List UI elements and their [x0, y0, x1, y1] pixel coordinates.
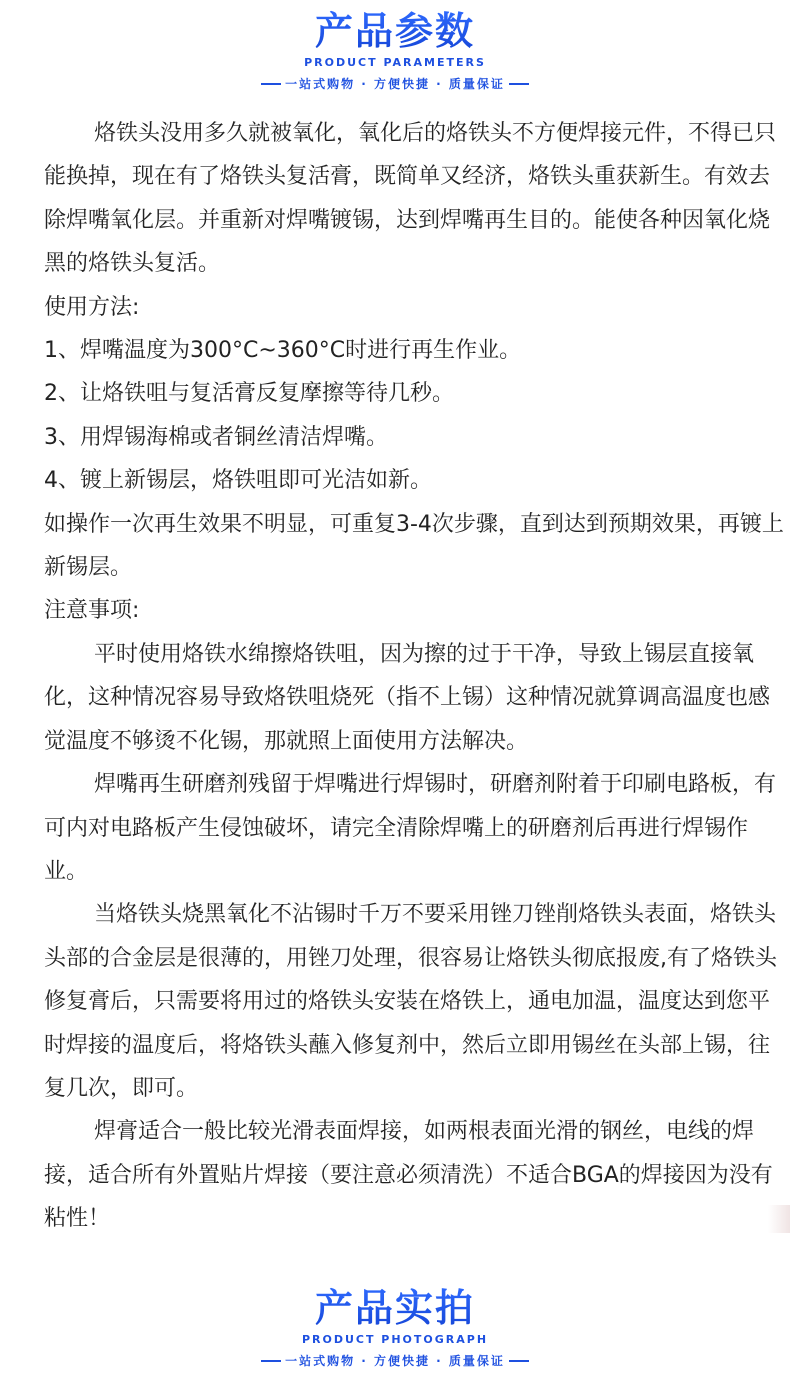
product-description [44, 112, 784, 1241]
usage-note: 如操作一次再生效果不明显，可重复3-4次步骤，直到达到预期效果，再镀上新锡层。 [44, 511, 784, 581]
section-tagline: 一站式购物 · 方便快捷 · 质量保证 [285, 1354, 505, 1368]
section-subtitle: PRODUCT PHOTOGRAPH [301, 1333, 489, 1346]
note-paragraph: 当烙铁头烧黑氧化不沾锡时千万不要采用锉刀锉削烙铁头表面，烙铁头头部的合金层是很薄的，用锉刀处理，很容易让烙铁头彻底报废,有了烙铁头修复膏后，只需要将用过的烙铁头安装在烙铁上，通电加温，温度达到您平时焊接的温度后，将烙铁头蘸入修复剂中，然后立即用锡丝在头部上锡，往复几次，即可。 [44, 902, 777, 1101]
section-header-photograph [0, 1285, 790, 1369]
section-title: 产品实拍 [0, 1285, 790, 1331]
edge-shade-decoration [768, 1205, 790, 1233]
usage-step: 4、镀上新锡层，烙铁咀即可光洁如新。 [44, 468, 432, 494]
notes-heading: 注意事项: [44, 598, 140, 624]
note-paragraph: 焊嘴再生研磨剂残留于焊嘴进行焊锡时，研磨剂附着于印刷电路板，有可内对电路板产生侵蚀破坏，请完全清除焊嘴上的研磨剂后再进行焊锡作业。 [44, 772, 777, 884]
tagline-divider-right [509, 83, 529, 85]
intro-paragraph: 烙铁头没用多久就被氧化，氧化后的烙铁头不方便焊接元件，不得已只能换掉，现在有了烙铁头复活膏，既简单又经济，烙铁头重获新生。有效去除焊嘴氧化层。并重新对焊嘴镀锡，达到焊嘴再生目的。能使各种因氧化烧黑的烙铁头复活。 [44, 121, 777, 277]
section-tagline-row [0, 1352, 790, 1369]
section-title: 产品参数 [0, 8, 790, 54]
note-paragraph: 平时使用烙铁水绵擦烙铁咀，因为擦的过于干净，导致上锡层直接氧化，这种情况容易导致烙铁咀烧死（指不上锡）这种情况就算调高温度也感觉温度不够烫不化锡，那就照上面使用方法解决。 [44, 641, 771, 754]
note-paragraph: 焊膏适合一般比较光滑表面焊接，如两根表面光滑的钢丝，电线的焊接，适合所有外置贴片焊接（要注意必须清洗）不适合BGA的焊接因为没有粘性！ [44, 1119, 773, 1232]
section-subtitle: PRODUCT PARAMETERS [304, 56, 486, 69]
section-tagline: 一站式购物 · 方便快捷 · 质量保证 [285, 77, 505, 91]
section-header-parameters [0, 8, 790, 92]
usage-heading: 使用方法: [44, 294, 140, 320]
section-tagline-row [0, 75, 790, 92]
usage-step: 1、焊嘴温度为300°C~360°C时进行再生作业。 [44, 338, 522, 364]
usage-step: 2、让烙铁咀与复活膏反复摩擦等待几秒。 [44, 381, 454, 407]
usage-step: 3、用焊锡海棉或者铜丝清洁焊嘴。 [44, 424, 388, 450]
tagline-divider-right [509, 1360, 529, 1362]
tagline-divider-left [261, 83, 281, 85]
tagline-divider-left [261, 1360, 281, 1362]
